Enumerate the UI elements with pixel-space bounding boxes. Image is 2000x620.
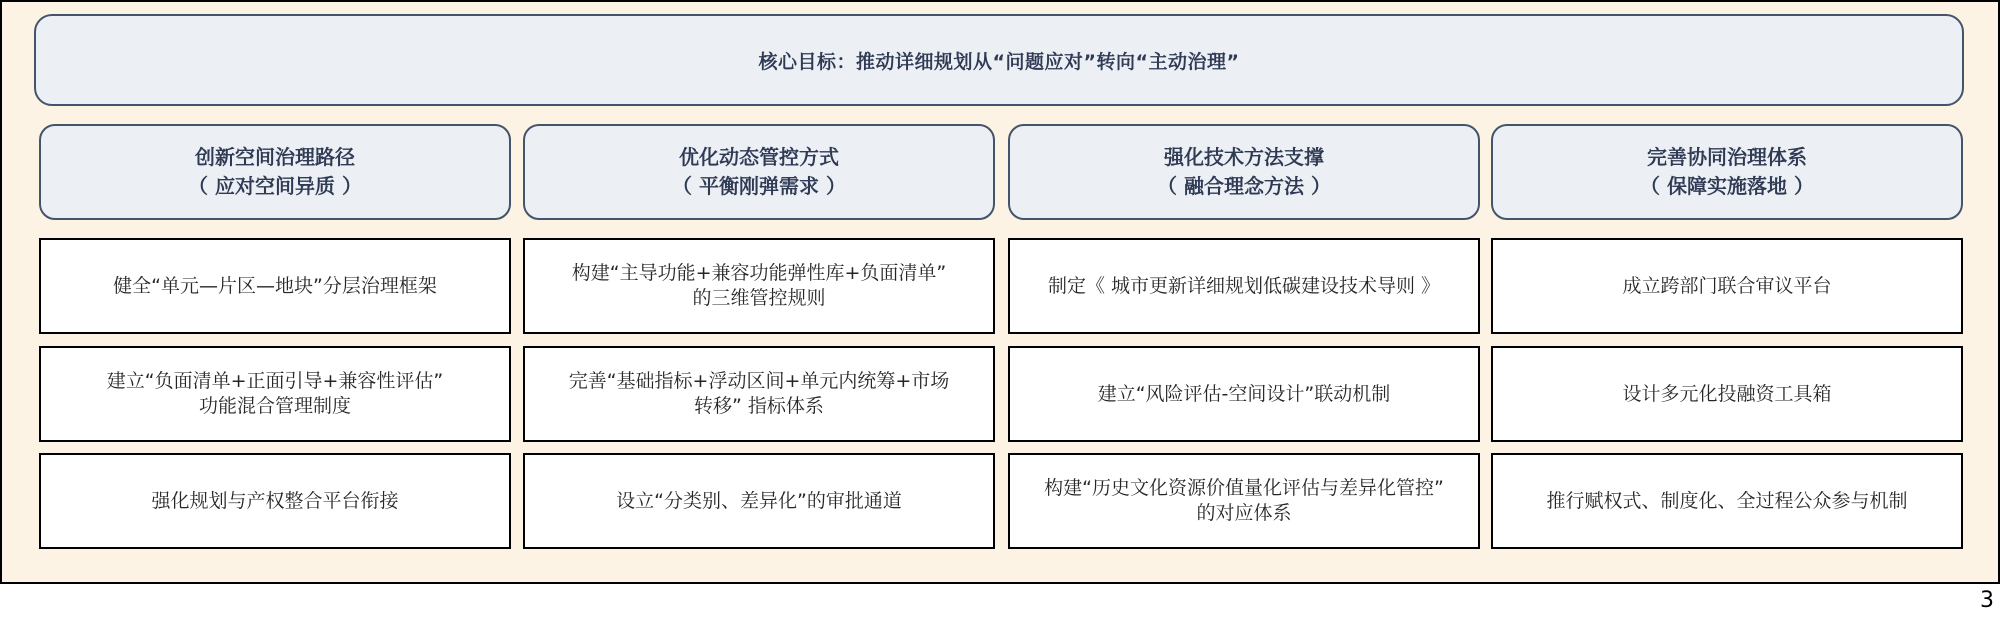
measure-box: 设立“分类别、差异化”的审批通道 (523, 453, 995, 549)
column-header-4 (1491, 124, 1963, 220)
column-title: 优化动态管控方式 (679, 145, 839, 169)
column-header-3 (1008, 124, 1480, 220)
column-subtitle: （ 平衡刚弹需求 ） (672, 174, 846, 198)
measure-box: 设计多元化投融资工具箱 (1491, 346, 1963, 442)
column-title: 强化技术方法支撑 (1164, 145, 1324, 169)
page-number: 3 (1980, 588, 1994, 613)
measure-box: 强化规划与产权整合平台衔接 (39, 453, 511, 549)
measure-box: 成立跨部门联合审议平台 (1491, 238, 1963, 334)
measure-box: 构建“主导功能+兼容功能弹性库+负面清单” 的三维管控规则 (523, 238, 995, 334)
column-subtitle: （ 保障实施落地 ） (1640, 174, 1814, 198)
column-header-2 (523, 124, 995, 220)
measure-box: 健全“单元—片区—地块”分层治理框架 (39, 238, 511, 334)
measure-box: 完善“基础指标+浮动区间+单元内统筹+市场 转移” 指标体系 (523, 346, 995, 442)
column-subtitle: （ 应对空间异质 ） (188, 174, 362, 198)
column-subtitle: （ 融合理念方法 ） (1157, 174, 1331, 198)
column-header-1 (39, 124, 511, 220)
measure-box: 建立“负面清单+正面引导+兼容性评估” 功能混合管理制度 (39, 346, 511, 442)
core-goal-text: 核心目标：推动详细规划从“问题应对”转向“主动治理” (758, 50, 1240, 73)
measure-box: 制定《 城市更新详细规划低碳建设技术导则 》 (1008, 238, 1480, 334)
measure-box: 推行赋权式、制度化、全过程公众参与机制 (1491, 453, 1963, 549)
column-title: 完善协同治理体系 (1647, 145, 1807, 169)
measure-box: 建立“风险评估-空间设计”联动机制 (1008, 346, 1480, 442)
core-goal-box (34, 14, 1964, 106)
column-title: 创新空间治理路径 (195, 145, 355, 169)
measure-box: 构建“历史文化资源价值量化评估与差异化管控” 的对应体系 (1008, 453, 1480, 549)
